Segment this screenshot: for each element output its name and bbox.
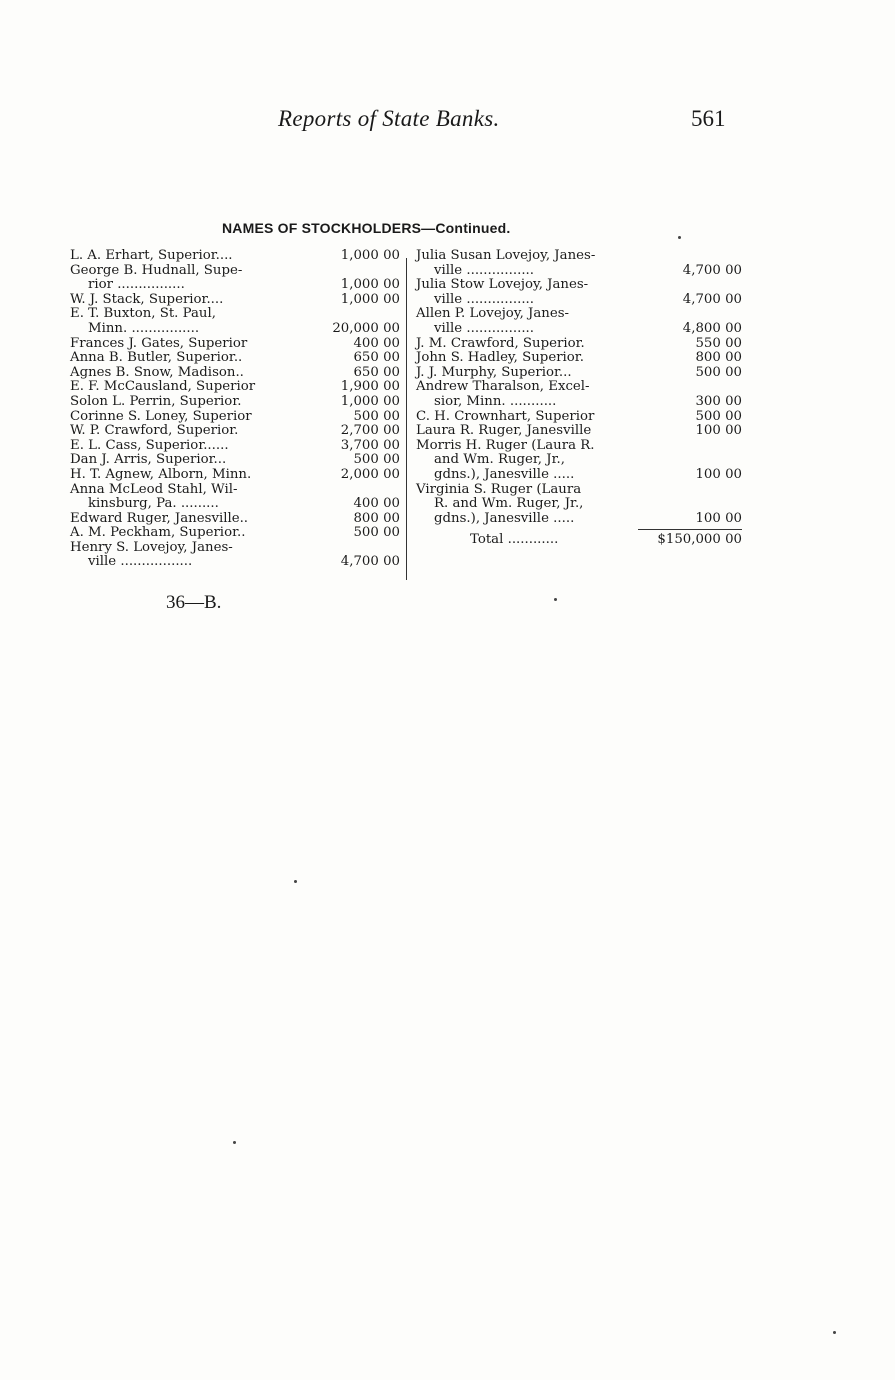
stockholder-name-line: Anna McLeod Stahl, Wil-: [70, 481, 238, 497]
signature-mark: 36—B.: [166, 592, 222, 613]
stockholder-amount: 500 00: [695, 408, 742, 424]
stockholder-name: [70, 337, 322, 352]
stockholder-name: [70, 410, 322, 425]
stockholder-entry: [70, 307, 400, 336]
stockholder-name-line: L. A. Erhart, Superior....: [70, 248, 233, 263]
page-number: 561: [691, 106, 726, 131]
total-amount: $150,000 00: [638, 529, 742, 548]
stockholder-name-line: Henry S. Lovejoy, Janes-: [70, 539, 233, 555]
stockholder-amount: 100 00: [695, 510, 742, 526]
stockholder-name: [416, 249, 638, 278]
stockholder-name-line: Corinne S. Loney, Superior: [70, 408, 252, 424]
stockholder-amount: 500 00: [695, 364, 742, 380]
stockholder-amount: 4,700 00: [682, 262, 742, 278]
stockholder-entry: [416, 424, 742, 439]
stockholder-entry: [416, 366, 742, 381]
stockholder-entry: [70, 424, 400, 439]
stockholder-entry: [70, 526, 400, 541]
stockholder-amount: 550 00: [695, 335, 742, 351]
stockholder-name: [70, 395, 322, 410]
stockholder-entry: [70, 468, 400, 483]
stockholder-name: [416, 337, 638, 352]
stockholder-name: [70, 293, 322, 308]
stockholder-name-line: H. T. Agnew, Alborn, Minn.: [70, 466, 252, 482]
stockholder-name: [70, 453, 322, 468]
stockholders-right-column: [416, 249, 742, 548]
stockholder-entry: [70, 293, 400, 308]
stockholder-amount: 4,700 00: [340, 554, 400, 570]
column-divider: [406, 258, 407, 580]
stockholder-name-line: Anna B. Butler, Superior..: [70, 350, 243, 366]
stockholder-amount: 2,000 00: [340, 466, 400, 482]
stockholder-amount: 800 00: [353, 510, 400, 526]
stockholder-name: [416, 380, 638, 409]
stockholder-amount: 650 00: [353, 364, 400, 380]
stockholder-name-line: Andrew Tharalson, Excel-: [416, 379, 590, 395]
stockholder-name-line: E. L. Cass, Superior......: [70, 437, 229, 453]
stockholder-name-line: Allen P. Lovejoy, Janes-: [416, 306, 570, 322]
stockholder-entry: [416, 307, 742, 336]
stockholder-amount: 300 00: [695, 393, 742, 409]
print-speck: [678, 236, 681, 239]
stockholder-name-line: W. J. Stack, Superior....: [70, 291, 224, 307]
stockholder-entry: [70, 264, 400, 293]
stockholder-name-line: Edward Ruger, Janesville..: [70, 510, 249, 526]
stockholder-name: [70, 483, 322, 512]
stockholder-entry: [70, 541, 400, 570]
stockholder-amount: 2,700 00: [340, 423, 400, 439]
stockholder-amount: 800 00: [695, 350, 742, 366]
stockholder-name: [70, 366, 322, 381]
stockholder-amount: 400 00: [353, 335, 400, 351]
stockholder-name-line: W. P. Crawford, Superior.: [70, 423, 239, 439]
stockholder-name: [416, 366, 638, 381]
stockholder-name-line: Julia Stow Lovejoy, Janes-: [416, 277, 589, 293]
stockholder-name-line: C. H. Crownhart, Superior: [416, 408, 595, 424]
stockholder-entry: [416, 249, 742, 278]
stockholder-entry: [416, 278, 742, 307]
stockholder-name-line: ville ................: [434, 291, 534, 307]
stockholder-name-line: ville ................: [434, 262, 534, 278]
stockholder-name-line: John S. Hadley, Superior.: [416, 350, 584, 366]
stockholder-entry: [70, 512, 400, 527]
stockholder-amount: 20,000 00: [332, 320, 400, 336]
print-speck: [233, 1141, 236, 1144]
stockholder-name-line: ville ................: [434, 320, 534, 336]
stockholder-amount: 1,000 00: [340, 291, 400, 307]
stockholder-name-line: Frances J. Gates, Superior: [70, 335, 248, 351]
print-speck: [833, 1331, 836, 1334]
stockholder-amount: 400 00: [353, 496, 400, 512]
stockholder-amount: 1,000 00: [340, 277, 400, 293]
stockholder-name-line: gdns.), Janesville .....: [434, 466, 575, 482]
stockholder-amount: 100 00: [695, 466, 742, 482]
stockholder-amount: 1,900 00: [340, 379, 400, 395]
stockholder-name-line: A. M. Peckham, Superior..: [70, 525, 246, 541]
stockholder-name-line: Agnes B. Snow, Madison..: [70, 364, 244, 380]
stockholder-name: [70, 351, 322, 366]
stockholder-name: [70, 439, 322, 454]
stockholder-name: [416, 424, 638, 439]
stockholder-amount: 4,700 00: [682, 291, 742, 307]
stockholder-entry: [70, 483, 400, 512]
stockholder-amount: 1,000 00: [340, 393, 400, 409]
stockholder-entry: [416, 410, 742, 425]
stockholder-name: [70, 380, 322, 395]
stockholder-name: [416, 278, 638, 307]
stockholder-entry: [70, 410, 400, 425]
stockholder-amount: 650 00: [353, 350, 400, 366]
stockholder-amount: 1,000 00: [340, 248, 400, 263]
stockholder-name-line: sior, Minn. ...........: [434, 393, 557, 409]
stockholder-name-line: gdns.), Janesville .....: [434, 510, 575, 526]
stockholder-amount: 4,800 00: [682, 320, 742, 336]
stockholder-entry: [416, 351, 742, 366]
stockholder-amount: 500 00: [353, 408, 400, 424]
stockholder-entry: [70, 453, 400, 468]
stockholder-name: [70, 541, 322, 570]
stockholder-entry: [70, 351, 400, 366]
stockholder-amount: 3,700 00: [340, 437, 400, 453]
stockholder-name-line: rior ................: [88, 277, 185, 293]
stockholder-name-line: Minn. ................: [88, 320, 200, 336]
stockholder-entry: [416, 337, 742, 352]
running-title: Reports of State Banks.: [278, 106, 500, 131]
stockholder-entry: [416, 439, 742, 483]
stockholder-amount: 500 00: [353, 525, 400, 541]
stockholder-entry: [416, 380, 742, 409]
stockholder-name-line: J. M. Crawford, Superior.: [416, 335, 585, 351]
stockholder-name: [70, 307, 322, 336]
section-title: NAMES OF STOCKHOLDERS—Continued.: [222, 220, 511, 236]
print-speck: [294, 880, 297, 883]
stockholder-name: [416, 439, 638, 483]
stockholder-name: [70, 424, 322, 439]
stockholder-name-line: Virginia S. Ruger (Laura: [416, 481, 582, 497]
stockholder-entry: [70, 337, 400, 352]
stockholder-name-line: R. and Wm. Ruger, Jr.,: [434, 496, 584, 512]
print-speck: [554, 598, 557, 601]
stockholder-name-line: Julia Susan Lovejoy, Janes-: [416, 248, 596, 263]
stockholder-entry: [70, 366, 400, 381]
stockholder-name-line: Solon L. Perrin, Superior.: [70, 393, 242, 409]
stockholder-amount: 100 00: [695, 423, 742, 439]
stockholder-entry: [70, 249, 400, 264]
stockholder-name-line: kinsburg, Pa. .........: [88, 496, 219, 512]
stockholder-name: [70, 526, 322, 541]
stockholder-entry: [70, 380, 400, 395]
stockholder-name-line: E. F. McCausland, Superior: [70, 379, 256, 395]
stockholder-name-line: Morris H. Ruger (Laura R.: [416, 437, 595, 453]
stockholder-name-line: and Wm. Ruger, Jr.,: [434, 452, 565, 468]
stockholder-entry: [416, 483, 742, 527]
stockholder-name-line: Dan J. Arris, Superior...: [70, 452, 227, 468]
stockholder-name: [416, 351, 638, 366]
stockholder-entry: [70, 439, 400, 454]
stockholder-name: [70, 264, 322, 293]
stockholder-name: [416, 307, 638, 336]
stockholders-left-column: [70, 249, 400, 570]
stockholder-name-line: George B. Hudnall, Supe-: [70, 262, 243, 278]
stockholder-name-line: ville .................: [88, 554, 193, 570]
stockholder-amount: 500 00: [353, 452, 400, 468]
stockholder-entry: [70, 395, 400, 410]
stockholder-name-line: E. T. Buxton, St. Paul,: [70, 306, 216, 322]
stockholder-name: [416, 410, 638, 425]
stockholder-name-line: J. J. Murphy, Superior...: [416, 364, 572, 380]
stockholder-name: [70, 468, 322, 483]
stockholder-name: [70, 512, 322, 527]
stockholder-name-line: Laura R. Ruger, Janesville: [416, 423, 592, 439]
stockholder-name: [70, 249, 322, 264]
total-label: Total ............: [470, 532, 559, 548]
total-row: [416, 529, 742, 548]
stockholder-name: [416, 483, 638, 527]
